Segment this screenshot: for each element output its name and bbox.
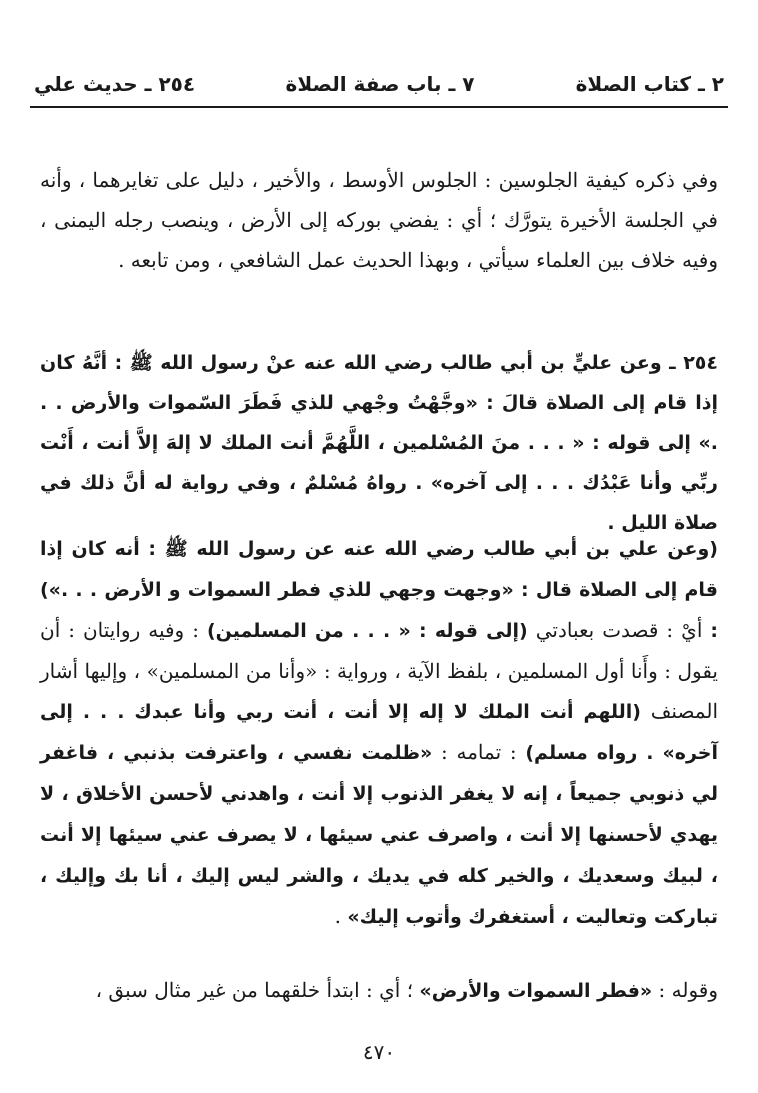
commentary-quote-1: (وعن علي بن أبي طالب رضي الله عنه عن رسول الله ﷺ : أنه كان إذا قام إلى الصلاة قال : «وجهت وجهي للذي فطر السموات و الأرض . . .») : — [40, 538, 718, 642]
closing-text-1: وقوله : — [652, 978, 718, 1002]
commentary-quote-2: (إلى قوله : « . . . من المسلمين) — [206, 620, 528, 642]
page-number: ٤٧٠ — [362, 1040, 396, 1064]
running-header — [30, 64, 730, 104]
hadith-paragraph — [40, 343, 718, 543]
hadith-text: ـ وعن عليٍّ بن أبي طالب رضي الله عنه عنْ رسول الله ﷺ : أنَّهُ كان إذا قام إلى الصلاة قالَ : «وجَّهْتُ وجْهي للذي فَطَرَ السّموات والأرض . . .» إلى قوله : « . . . منَ المُسْلمين ، اللَّهُمَّ أنت الملك لا إلهَ إلاَّ أنت ، أَنْت ربِّي وأنا عَبْدُك . . . إلى آخره» . رواهُ مُسْلمٌ ، وفي رواية له أنَّ ذلك في صلاة الليل . — [40, 352, 718, 534]
header-chapter-title: ٧ ـ باب صفة الصلاة — [285, 72, 475, 96]
intro-paragraph: وفي ذكره كيفية الجلوسين : الجلوس الأوسط ، والأخير ، دليل على تغايرهما ، وأنه في الجلسة الأخيرة يتورَّك ؛ أي : يفضي بوركه إلى الأرض ، وينصب رجله اليمنى ، وفيه خلاف بين العلماء سيأتي ، وبهذا الحديث عمل الشافعي ، ومن تابعه . — [40, 168, 718, 272]
header-book-title: ٢ ـ كتاب الصلاة — [575, 72, 724, 96]
closing-quote: «فطر السموات والأرض» — [419, 980, 653, 1002]
hadith-number: ٢٥٤ — [683, 352, 718, 374]
header-hadith-title: ٢٥٤ ـ حديث علي — [34, 72, 196, 96]
commentary-text-4: . — [334, 904, 348, 928]
commentary-paragraph — [40, 528, 718, 937]
commentary-text-2: : وفيه روايتان : أن يقول : وأَنا أول المسلمين ، بلفظ الآية ، ورواية : «وأنا من المسلمين» ، وإليها أشار المصنف — [40, 618, 718, 723]
header-divider — [30, 106, 728, 108]
commentary-text-3: : تمامه : — [432, 740, 526, 764]
closing-paragraph — [40, 970, 718, 1011]
commentary-quote-3: (اللهم أنت الملك لا إله إلا أنت ، أنت ربي وأنا عبدك . . . إلى آخره» . رواه مسلم) — [40, 701, 718, 764]
commentary-text-1: أيْ : قصدت بعبادتي — [527, 618, 711, 642]
commentary-quote-4: «ظلمت نفسي ، واعترفت بذنبي ، فاغفر لي ذنوبي جميعاً ، إنه لا يغفر الذنوب إلا أنت ، واهدني لأحسن الأخلاق ، لا يهدي لأحسنها إلا أنت ، واصرف عني سيئها ، لا يصرف عني سيئها إلا أنت ، لبيك وسعديك ، والخير كله في يديك ، والشر ليس إليك ، أنا بك وإليك ، تباركت وتعاليت ، أستغفرك وأتوب إليك» — [40, 742, 718, 928]
closing-text-2: ؛ أي : ابتدأ خلقهما من غير مثال سبق ، — [95, 978, 420, 1002]
